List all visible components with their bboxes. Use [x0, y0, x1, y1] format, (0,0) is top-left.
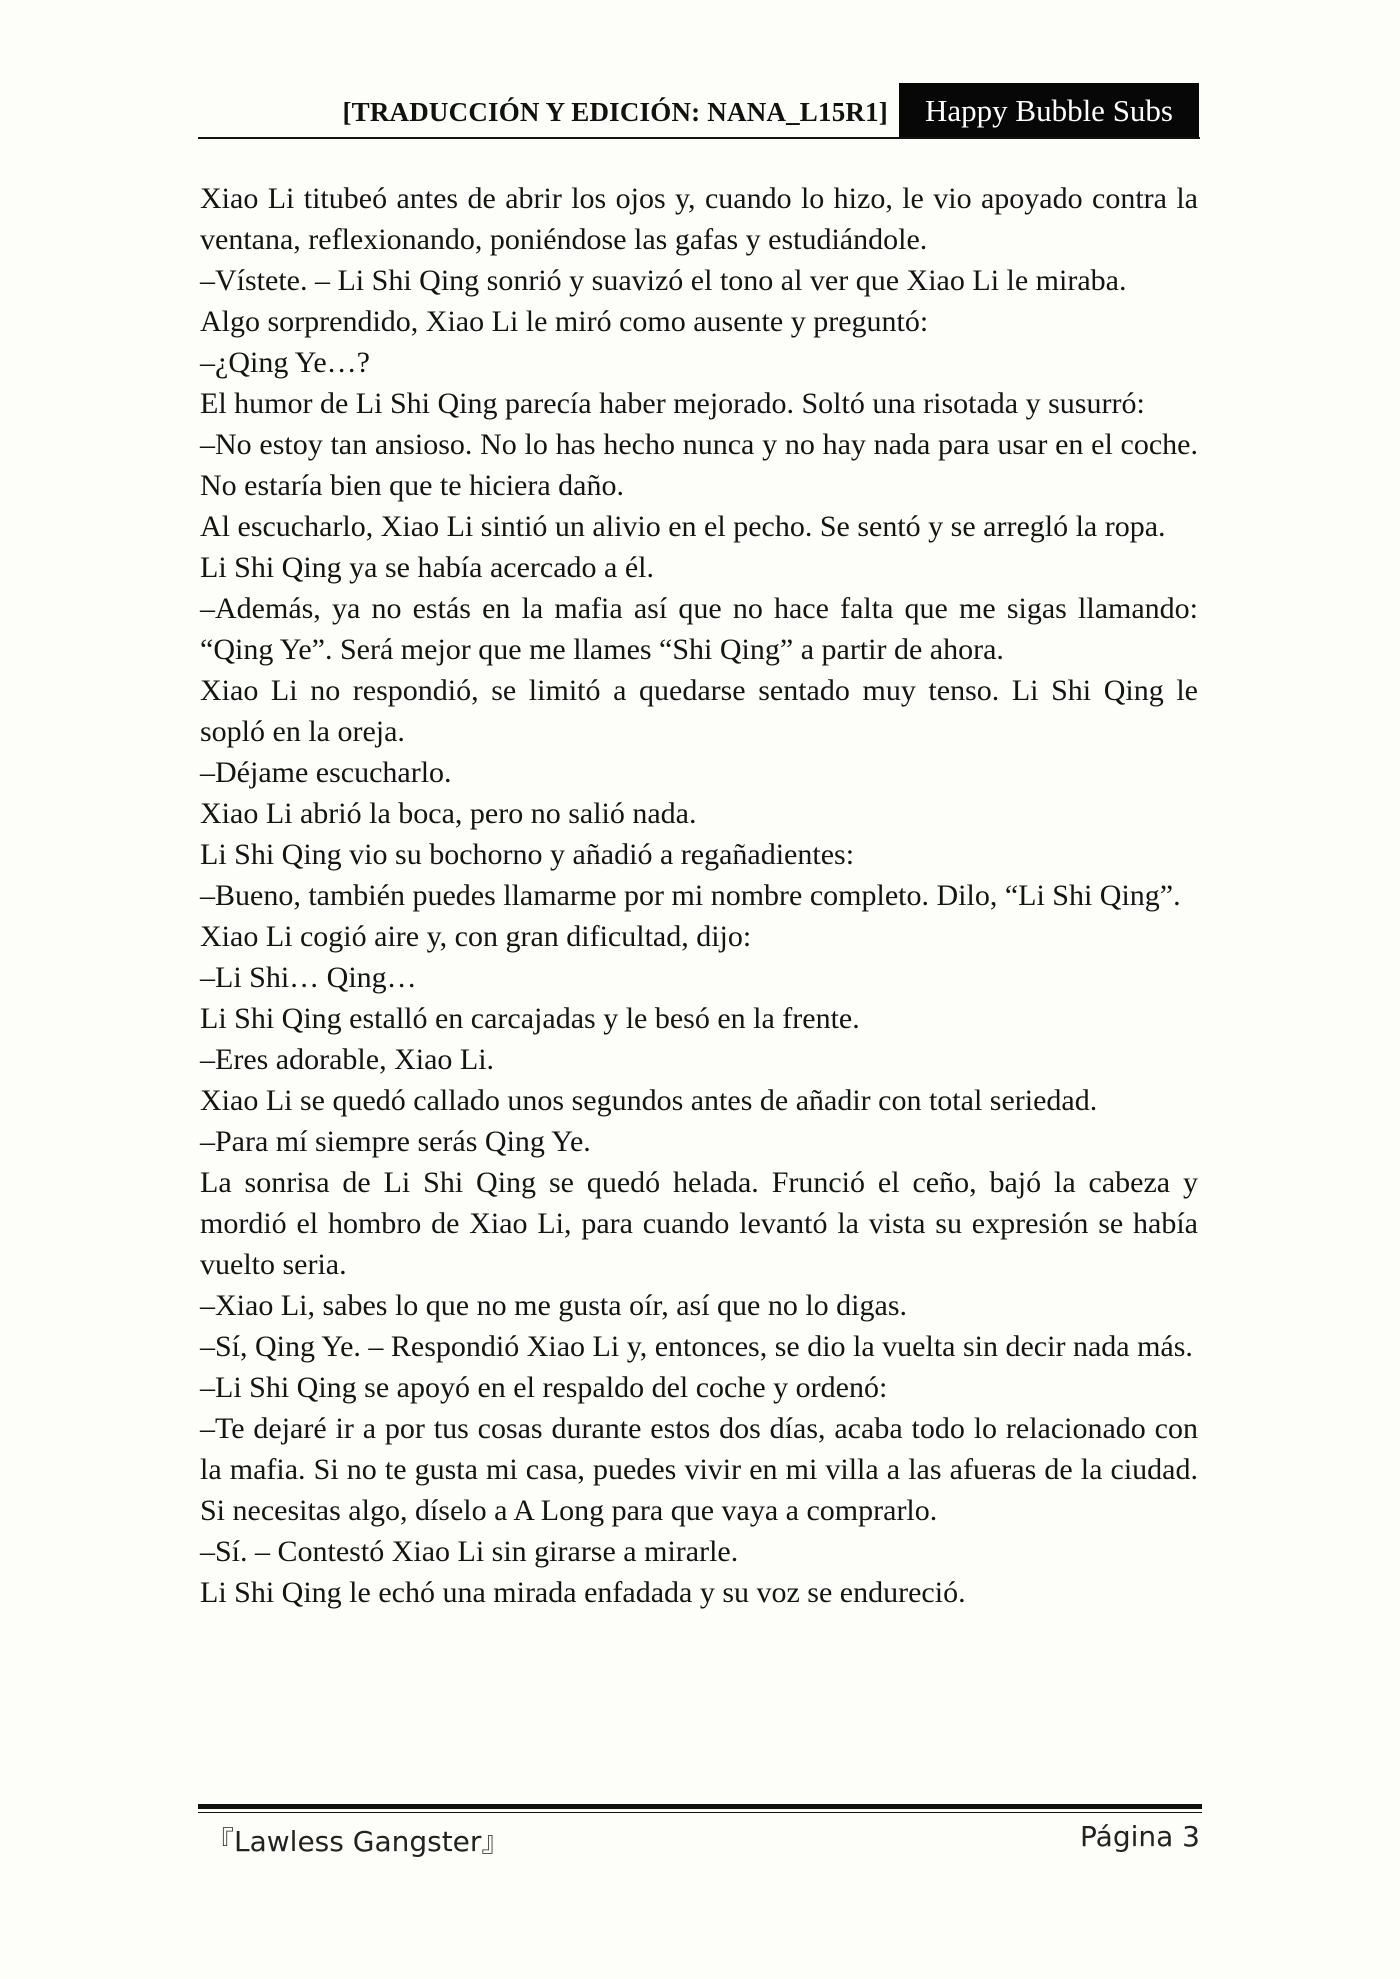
- book-title: 『Lawless Gangster』: [206, 1825, 510, 1858]
- paragraph: –No estoy tan ansioso. No lo has hecho nunca y no hay nada para usar en el coche. No estaría bien que te hiciera daño.: [200, 428, 1198, 502]
- footer-divider-thick: [198, 1804, 1202, 1809]
- paragraph: Xiao Li abrió la boca, pero no salió nada.: [200, 797, 697, 830]
- paragraph: –Bueno, también puedes llamarme por mi nombre completo. Dilo, “Li Shi Qing”.: [200, 879, 1181, 912]
- paragraph: El humor de Li Shi Qing parecía haber mejorado. Soltó una risotada y susurró:: [200, 387, 1145, 420]
- paragraph: –Sí, Qing Ye. – Respondió Xiao Li y, entonces, se dio la vuelta sin decir nada más.: [200, 1330, 1193, 1363]
- paragraph: Li Shi Qing vio su bochorno y añadió a regañadientes:: [200, 838, 855, 871]
- paragraph: Xiao Li se quedó callado unos segundos antes de añadir con total seriedad.: [200, 1084, 1098, 1117]
- paragraph: –Déjame escucharlo.: [200, 756, 452, 789]
- paragraph: Al escucharlo, Xiao Li sintió un alivio en el pecho. Se sentó y se arregló la ropa.: [200, 510, 1166, 543]
- paragraph: –Li Shi Qing se apoyó en el respaldo del coche y ordenó:: [200, 1371, 888, 1404]
- paragraph: –Li Shi… Qing…: [200, 961, 417, 994]
- paragraph: –Sí. – Contestó Xiao Li sin girarse a mirarle.: [200, 1535, 739, 1568]
- translation-credit: [TRADUCCIÓN Y EDICIÓN: NANA_L15R1]: [342, 97, 888, 127]
- chapter-body: [200, 178, 1198, 1613]
- header-divider: [198, 137, 1200, 139]
- paragraph: Li Shi Qing ya se había acercado a él.: [200, 551, 654, 584]
- paragraph: La sonrisa de Li Shi Qing se quedó helada. Frunció el ceño, bajó la cabeza y mordió el hombro de Xiao Li, para cuando levantó la vista su expresión se había vuelto seria.: [200, 1166, 1198, 1281]
- paragraph: –Te dejaré ir a por tus cosas durante estos dos días, acaba todo lo relacionado con la mafia. Si no te gusta mi casa, puedes vivir en mi villa a las afueras de la ciudad. Si necesitas algo, díselo a A Long para que vaya a comprarlo.: [200, 1412, 1198, 1527]
- paragraph: –Para mí siempre serás Qing Ye.: [200, 1125, 591, 1158]
- paragraph: –Vístete. – Li Shi Qing sonrió y suavizó el tono al ver que Xiao Li le miraba.: [200, 264, 1127, 297]
- group-name-badge: Happy Bubble Subs: [899, 83, 1199, 139]
- paragraph: –Xiao Li, sabes lo que no me gusta oír, así que no lo digas.: [200, 1289, 908, 1322]
- paragraph: Xiao Li titubeó antes de abrir los ojos y, cuando lo hizo, le vio apoyado contra la ventana, reflexionando, poniéndose las gafas y estudiándole.: [200, 182, 1198, 256]
- footer-divider-thin: [198, 1812, 1202, 1813]
- paragraph: Xiao Li cogió aire y, con gran dificultad, dijo:: [200, 920, 752, 953]
- paragraph: Xiao Li no respondió, se limitó a quedarse sentado muy tenso. Li Shi Qing le sopló en la oreja.: [200, 674, 1198, 748]
- page-header: [198, 83, 1200, 139]
- page-number: Página 3: [1080, 1820, 1200, 1853]
- paragraph: –¿Qing Ye…?: [200, 346, 370, 379]
- paragraph: Algo sorprendido, Xiao Li le miró como ausente y preguntó:: [200, 305, 929, 338]
- paragraph: Li Shi Qing le echó una mirada enfadada y su voz se endureció.: [200, 1576, 966, 1609]
- paragraph: –Eres adorable, Xiao Li.: [200, 1043, 495, 1076]
- paragraph: –Además, ya no estás en la mafia así que no hace falta que me sigas llamando: “Qing Ye”. Será mejor que me llames “Shi Qing” a partir de ahora.: [200, 592, 1198, 666]
- paragraph: Li Shi Qing estalló en carcajadas y le besó en la frente.: [200, 1002, 860, 1035]
